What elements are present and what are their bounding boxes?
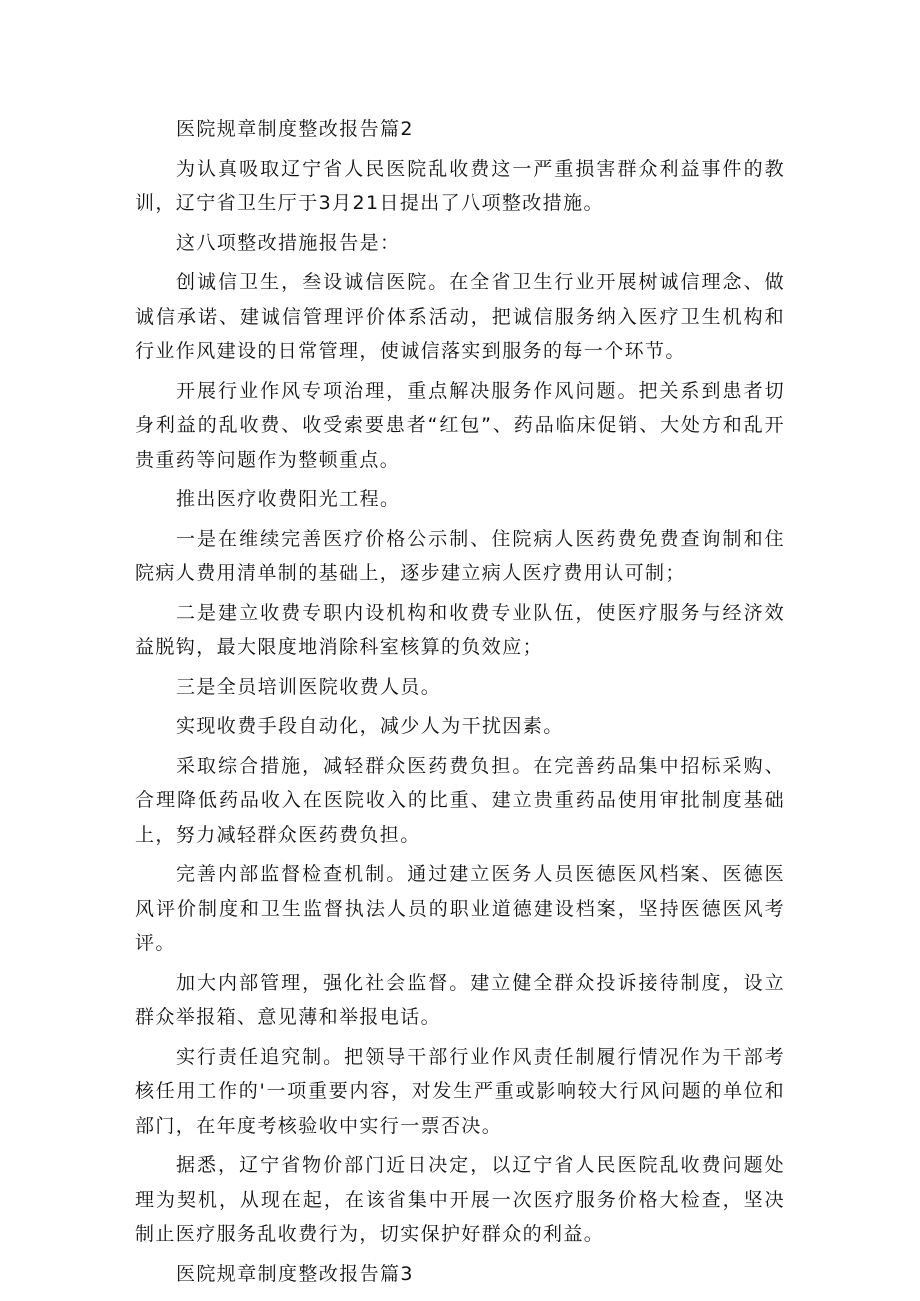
paragraph-measure-3-b: 二是建立收费专职内设机构和收费专业队伍，使医疗服务与经济效益脱钩，最大限度地消除科室核算的负效应； xyxy=(135,601,785,658)
paragraph-lead: 这八项整改措施报告是： xyxy=(176,231,401,254)
section-heading-3: 医院规章制度整改报告篇3 xyxy=(176,1262,414,1285)
paragraph-closing: 据悉，辽宁省物价部门近日决定，以辽宁省人民医院乱收费问题处理为契机，从现在起，在该省集中开展一次医疗服务价格大检查，坚决制止医疗服务乱收费行为，切实保护好群众的利益。 xyxy=(135,1154,785,1245)
paragraph-intro: 为认真吸取辽宁省人民医院乱收费这一严重损害群众利益事件的教训，辽宁省卫生厅于3月21日提出了八项整改措施。 xyxy=(135,157,785,214)
paragraph-measure-3-a: 一是在维续完善医疗价格公示制、住院病人医药费免费查询制和住院病人费用清单制的基础上，逐步建立病人医疗费用认可制； xyxy=(135,527,785,584)
paragraph-measure-5: 采取综合措施，减轻群众医药费负担。在完善药品集中招标采购、合理降低药品收入在医院收入的比重、建立贵重药品使用审批制度基础上，努力减轻群众医药费负担。 xyxy=(135,754,785,846)
paragraph-measure-1: 创诚信卫生，叁设诚信医院。在全省卫生行业开展树诚信理念、做诚信承诺、建诚信管理评价体系活动，把诚信服务纳入医疗卫生机构和行业作风建设的日常管理，使诚信落实到服务的每一个环节。 xyxy=(135,271,785,362)
document-body xyxy=(135,112,785,1296)
section-heading-2: 医院规章制度整改报告篇2 xyxy=(176,118,414,140)
paragraph-measure-7: 加大内部管理，强化社会监督。建立健全群众投诉接待制度，设立群众举报箱、意见薄和举报电话。 xyxy=(135,971,785,1028)
paragraph-measure-3-c: 三是全员培训医院收费人员。 xyxy=(176,675,442,698)
paragraph-measure-4: 实现收费手段自动化，减少人为干扰因素。 xyxy=(176,715,564,737)
paragraph-measure-3: 推出医疗收费阳光工程。 xyxy=(176,488,401,510)
paragraph-measure-2: 开展行业作风专项治理，重点解决服务作风问题。把关系到患者切身利益的乱收费、收受索要患者“红包”、药品临床促销、大处方和乱开贵重药等问题作为整顿重点。 xyxy=(135,379,785,471)
paragraph-measure-6: 完善内部监督检查机制。通过建立医务人员医德医风档案、医德医风评价制度和卫生监督执法人员的职业道德建设档案，坚持医德医风考评。 xyxy=(135,863,785,954)
paragraph-measure-8: 实行责任追究制。把领导干部行业作风责任制履行情况作为干部考核任用工作的'一项重要内容，对发生严重或影响较大行风问题的单位和部门，在年度考核验收中实行一票否决。 xyxy=(135,1045,785,1137)
